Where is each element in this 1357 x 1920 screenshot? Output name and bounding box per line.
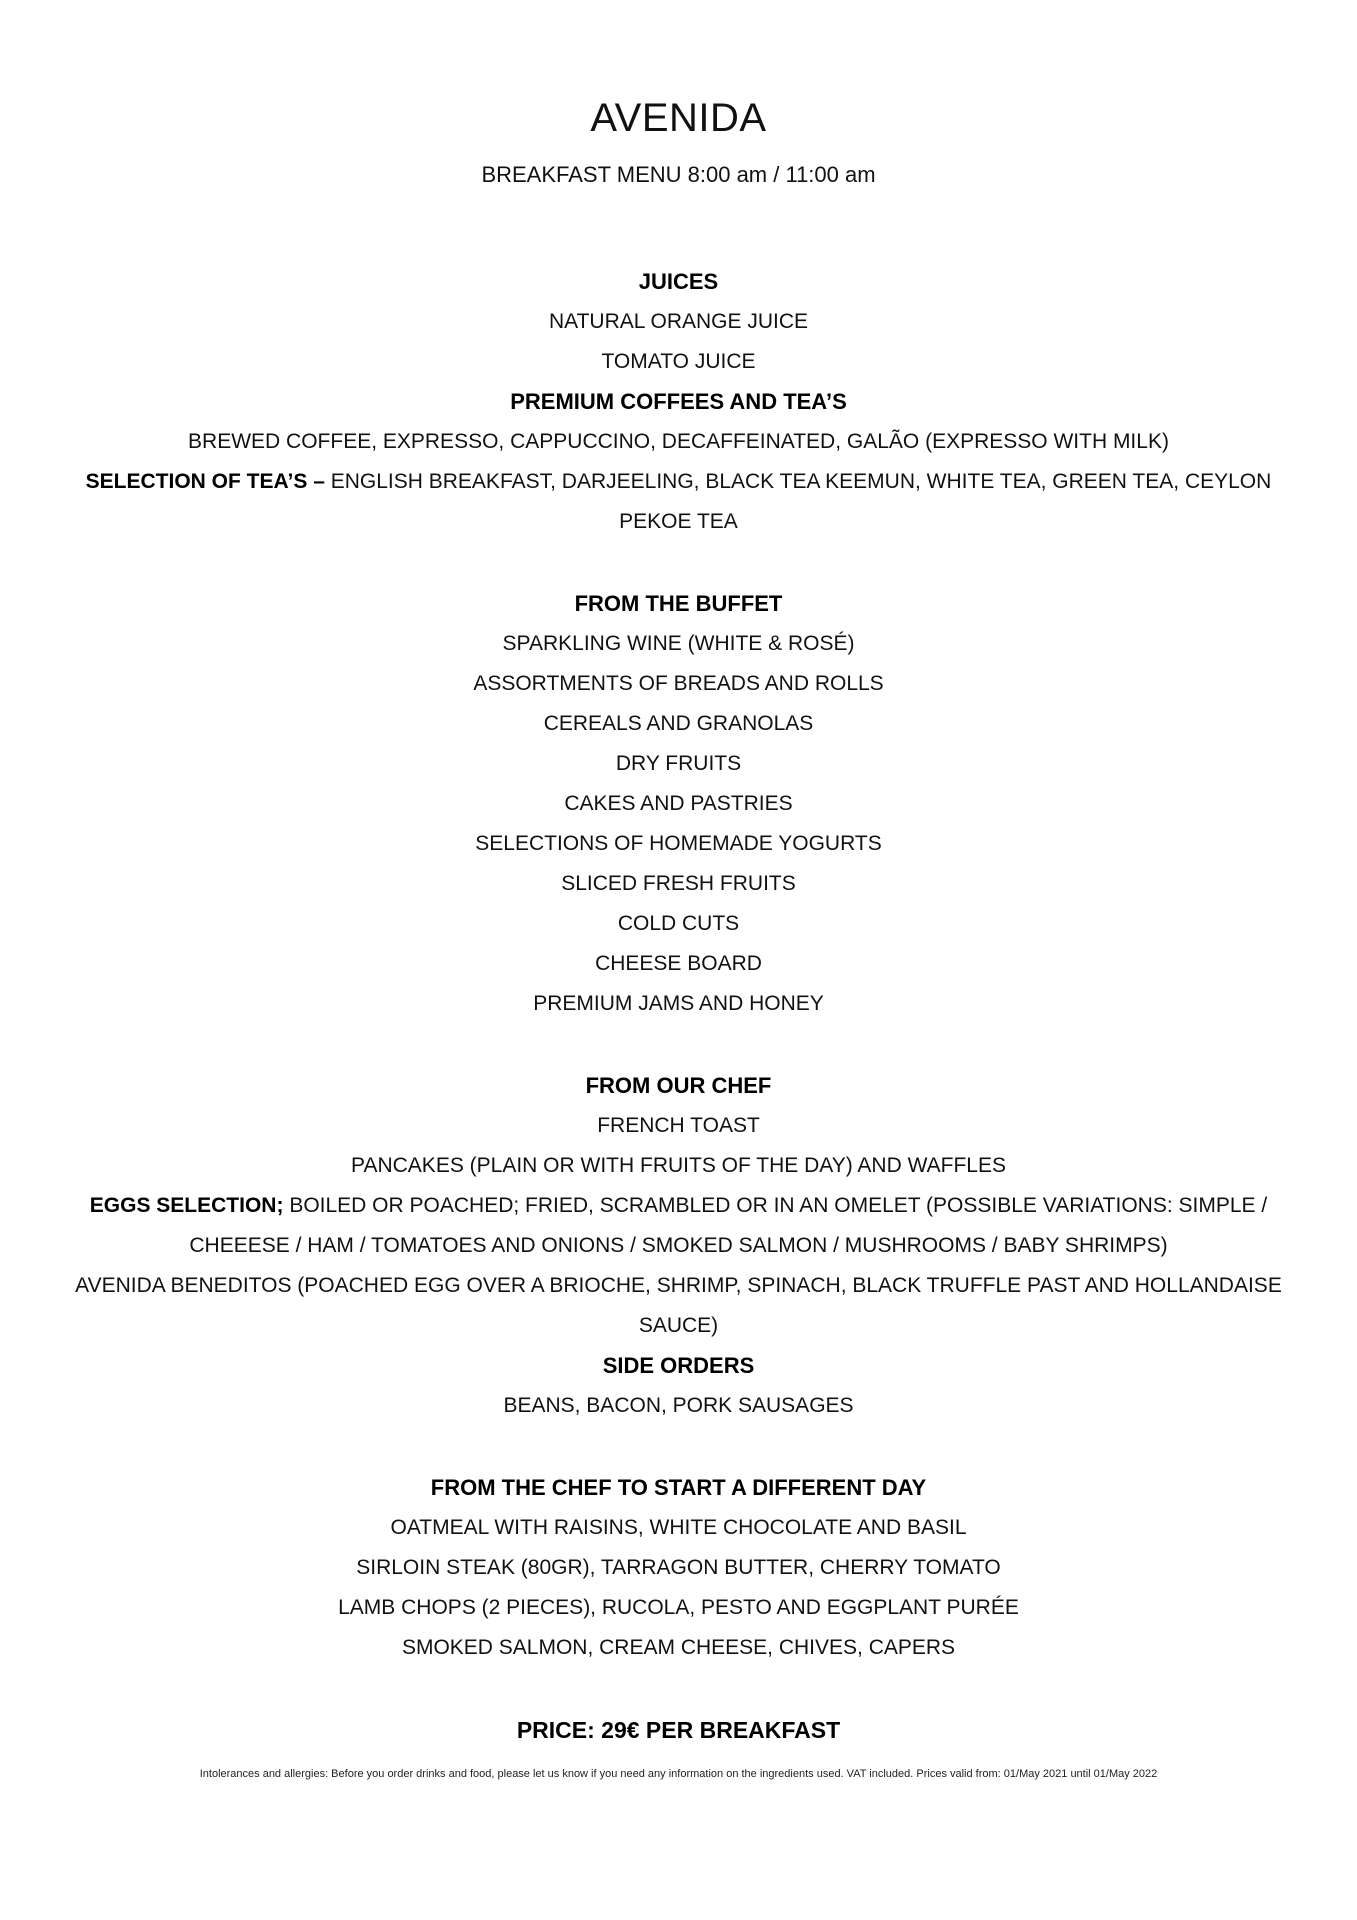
breakfast-price: PRICE: 29€ PER BREAKFAST [516, 1717, 841, 1743]
menu-item: SPARKLING WINE (WHITE & ROSÉ) [502, 632, 855, 655]
menu-body [60, 262, 1297, 1750]
menu-item: COLD CUTS [617, 912, 740, 935]
menu-item: AVENIDA BENEDITOS (POACHED EGG OVER A BRIOCHE, SHRIMP, SPINACH, BLACK TRUFFLE PAST AND HOLLANDAISE SAUCE) [75, 1274, 1282, 1337]
menu-item: DRY FRUITS [615, 752, 742, 775]
menu-item: PANCAKES (PLAIN OR WITH FRUITS OF THE DAY) AND WAFFLES [351, 1154, 1006, 1177]
menu-item: LAMB CHOPS (2 PIECES), RUCOLA, PESTO AND EGGPLANT PURÉE [338, 1596, 1019, 1619]
menu-item: CHEESE BOARD [595, 952, 762, 975]
menu-item: SIRLOIN STEAK (80GR), TARRAGON BUTTER, CHERRY TOMATO [356, 1556, 1001, 1579]
section-heading-chef: FROM OUR CHEF [585, 1073, 772, 1098]
section-heading-coffees: PREMIUM COFFEES AND TEA’S [510, 389, 847, 414]
menu-item: SELECTIONS OF HOMEMADE YOGURTS [475, 832, 882, 855]
menu-item: BEANS, BACON, PORK SAUSAGES [503, 1394, 854, 1417]
menu-item: SLICED FRESH FRUITS [561, 872, 796, 895]
menu-item: PREMIUM JAMS AND HONEY [533, 992, 824, 1015]
eggs-selection-label: EGGS SELECTION; [89, 1194, 284, 1217]
section-heading-different-day: FROM THE CHEF TO START A DIFFERENT DAY [430, 1475, 927, 1500]
section-heading-sides: SIDE ORDERS [602, 1353, 755, 1378]
menu-item: BREWED COFFEE, EXPRESSO, CAPPUCCINO, DECAFFEINATED, GALÃO (EXPRESSO WITH MILK) [188, 430, 1169, 453]
menu-item: FRENCH TOAST [597, 1114, 760, 1137]
menu-item: CEREALS AND GRANOLAS [543, 712, 814, 735]
section-heading-buffet: FROM THE BUFFET [574, 591, 783, 616]
menu-item: TOMATO JUICE [601, 350, 756, 373]
tea-selection-text: ENGLISH BREAKFAST, DARJEELING, BLACK TEA KEEMUN, WHITE TEA, GREEN TEA, CEYLON PEKOE TEA [330, 470, 1272, 533]
eggs-selection [60, 1186, 1297, 1266]
eggs-selection-text: BOILED OR POACHED; FRIED, SCRAMBLED OR IN AN OMELET (POSSIBLE VARIATIONS: SIMPLE / CHEEESE / HAM / TOMATOES AND ONIONS / SMOKED SALMON / MUSHROOMS / BABY SHRIMPS) [189, 1194, 1268, 1257]
section-heading-juices: JUICES [638, 269, 719, 294]
allergy-disclaimer: Intolerances and allergies: Before you order drinks and food, please let us know if you need any information on the ingredients used. VAT included. Prices valid from: 01/May 2021 until 01/May 2022 [199, 1768, 1158, 1780]
menu-item: ASSORTMENTS OF BREADS AND ROLLS [473, 672, 884, 695]
menu-item: NATURAL ORANGE JUICE [548, 310, 809, 333]
tea-selection [60, 462, 1297, 542]
menu-item: OATMEAL WITH RAISINS, WHITE CHOCOLATE AND BASIL [390, 1516, 967, 1539]
tea-selection-label: SELECTION OF TEA’S – [85, 470, 325, 493]
menu-hours: BREAKFAST MENU 8:00 am / 11:00 am [481, 162, 876, 187]
menu-item: CAKES AND PASTRIES [564, 792, 793, 815]
menu-item: SMOKED SALMON, CREAM CHEESE, CHIVES, CAPERS [401, 1636, 956, 1659]
restaurant-name: AVENIDA [590, 96, 767, 140]
